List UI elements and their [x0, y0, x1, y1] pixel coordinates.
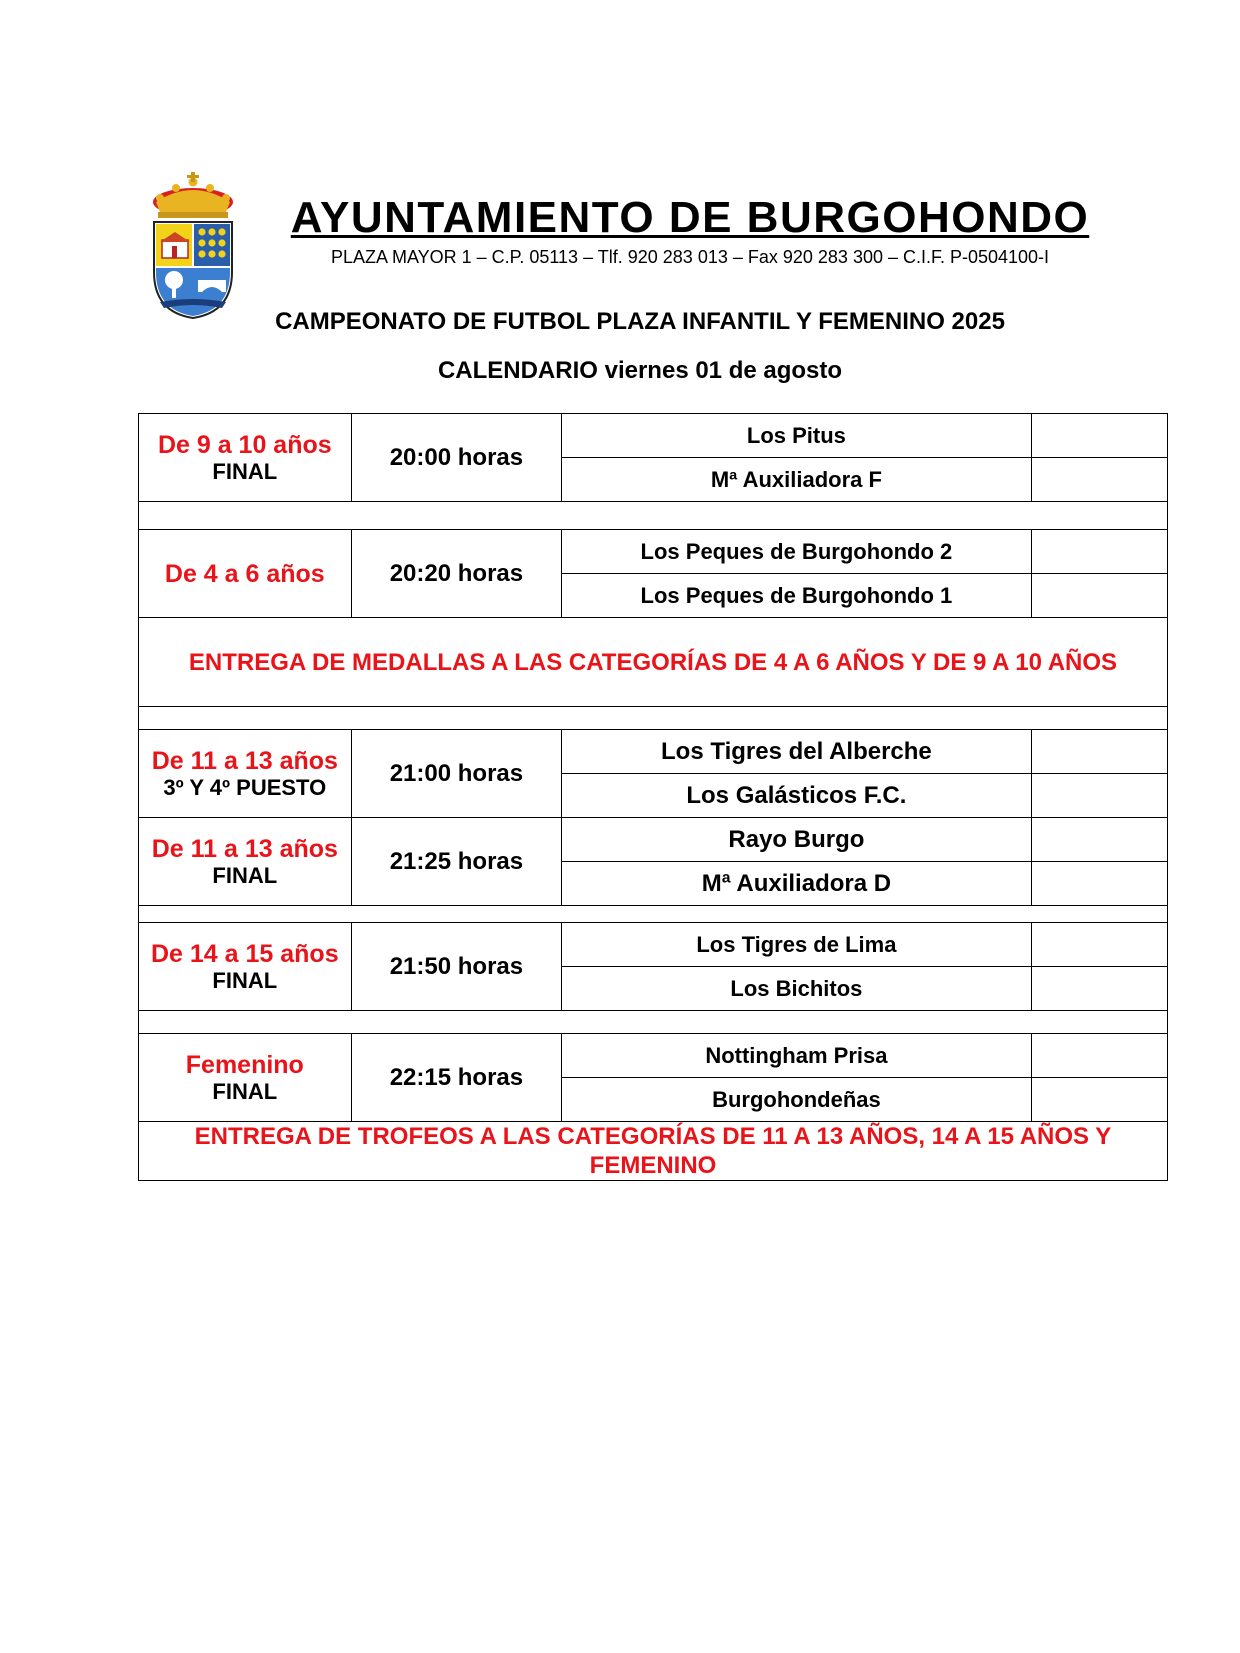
- table-row: [139, 414, 1168, 458]
- spacer-cell: [139, 502, 1168, 530]
- spacer-row: [139, 502, 1168, 530]
- notice-row: [139, 1122, 1168, 1181]
- match-time: 22:15 horas: [351, 1034, 562, 1122]
- match-time: 21:25 horas: [351, 818, 562, 906]
- category-cell: [139, 530, 352, 618]
- score-cell: [1031, 1078, 1167, 1122]
- spacer-cell: [139, 906, 1168, 923]
- calendar-title: CALENDARIO viernes 01 de agosto: [437, 357, 843, 384]
- team-name: Nottingham Prisa: [562, 1034, 1031, 1078]
- category-label: De 4 a 6 años: [164, 559, 325, 588]
- category-label: De 11 a 13 años: [151, 834, 338, 863]
- score-cell: [1031, 862, 1167, 906]
- team-name: Los Pitus: [562, 414, 1031, 458]
- coat-of-arms-icon: [148, 172, 238, 322]
- team-name: Burgohondeñas: [562, 1078, 1031, 1122]
- category-label: De 14 a 15 años: [150, 939, 339, 968]
- table-row: [139, 1034, 1168, 1078]
- notice-row: [139, 618, 1168, 707]
- stage-label: FINAL: [212, 458, 278, 484]
- team-name: Los Tigres de Lima: [562, 923, 1031, 967]
- org-address: PLAZA MAYOR 1 – C.P. 05113 – Tlf. 920 283 013 – Fax 920 283 300 – C.I.F. P-0504100-I: [330, 247, 1050, 267]
- team-name: Mª Auxiliadora D: [562, 862, 1031, 906]
- match-time: 21:50 horas: [351, 923, 562, 1011]
- table-row: [139, 730, 1168, 774]
- score-cell: [1031, 730, 1167, 774]
- category-cell: [139, 818, 352, 906]
- spacer-row: [139, 1011, 1168, 1034]
- score-cell: [1031, 818, 1167, 862]
- category-cell: [139, 414, 352, 502]
- stage-label: FINAL: [212, 1078, 278, 1104]
- team-name: Mª Auxiliadora F: [562, 458, 1031, 502]
- org-title: AYUNTAMIENTO DE BURGOHONDO: [290, 193, 1090, 242]
- trophies-notice: ENTREGA DE TROFEOS A LAS CATEGORÍAS DE 11 A 13 AÑOS, 14 A 15 AÑOS Y FEMENINO: [139, 1122, 1168, 1181]
- category-cell: [139, 1034, 352, 1122]
- spacer-cell: [139, 707, 1168, 730]
- score-cell: [1031, 774, 1167, 818]
- category-label: Femenino: [185, 1050, 304, 1079]
- score-cell: [1031, 458, 1167, 502]
- team-name: Los Peques de Burgohondo 2: [562, 530, 1031, 574]
- category-label: De 9 a 10 años: [157, 430, 332, 459]
- championship-title: CAMPEONATO DE FUTBOL PLAZA INFANTIL Y FEMENINO 2025: [275, 308, 1005, 335]
- stage-label: FINAL: [212, 862, 278, 888]
- team-name: Rayo Burgo: [562, 818, 1031, 862]
- medals-notice: ENTREGA DE MEDALLAS A LAS CATEGORÍAS DE 4 A 6 AÑOS Y DE 9 A 10 AÑOS: [139, 618, 1168, 707]
- stage-label: 3º Y 4º PUESTO: [163, 774, 327, 800]
- match-time: 20:00 horas: [351, 414, 562, 502]
- stage-label: FINAL: [212, 967, 278, 993]
- table-row: [139, 530, 1168, 574]
- spacer-cell: [139, 1011, 1168, 1034]
- team-name: Los Tigres del Alberche: [562, 730, 1031, 774]
- score-cell: [1031, 414, 1167, 458]
- score-cell: [1031, 530, 1167, 574]
- spacer-row: [139, 906, 1168, 923]
- score-cell: [1031, 1034, 1167, 1078]
- category-label: De 11 a 13 años: [151, 746, 338, 775]
- category-cell: [139, 923, 352, 1011]
- score-cell: [1031, 967, 1167, 1011]
- team-name: Los Peques de Burgohondo 1: [562, 574, 1031, 618]
- match-time: 20:20 horas: [351, 530, 562, 618]
- match-time: 21:00 horas: [351, 730, 562, 818]
- category-cell: [139, 730, 352, 818]
- team-name: Los Bichitos: [562, 967, 1031, 1011]
- table-row: [139, 923, 1168, 967]
- schedule-table: [138, 413, 1168, 1181]
- score-cell: [1031, 574, 1167, 618]
- table-row: [139, 818, 1168, 862]
- score-cell: [1031, 923, 1167, 967]
- team-name: Los Galásticos F.C.: [562, 774, 1031, 818]
- spacer-row: [139, 707, 1168, 730]
